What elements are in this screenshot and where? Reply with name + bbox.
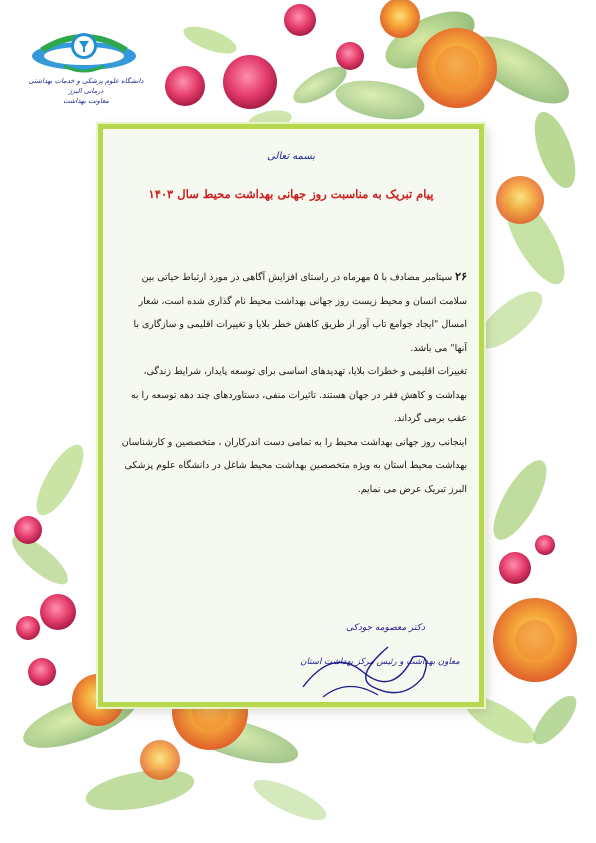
signature-block xyxy=(293,617,460,707)
letter-title: پیام تبریک به مناسبت روز جهانی بهداشت محیط سال ۱۴۰۳ xyxy=(148,187,434,201)
paragraph-1 xyxy=(119,265,467,360)
letter-body xyxy=(119,265,467,501)
paragraph-3: اینجانب روز جهانی بهداشت محیط را به تمامی دست اندرکاران ، متخصصین و کارشناسان بهداشت محیط استان به ویژه متخصصین بهداشت محیط شاغل در دانشگاه علوم پزشکی البرز تبریک عرض می نمایم. xyxy=(121,436,467,495)
signer-title: معاون بهداشت و رئیس مرکز بهداشت استان xyxy=(300,657,460,667)
department-name: معاونت بهداشت xyxy=(63,97,109,105)
letter-card xyxy=(98,124,484,707)
date-number: ۲۶ xyxy=(455,270,467,283)
basmala-heading: بسمه تعالی xyxy=(266,151,316,162)
flowers-left-side xyxy=(5,438,92,686)
university-name: دانشگاه علوم پزشکی و خدمات بهداشتی درمانی البرز xyxy=(28,77,144,95)
signer-name: دکتر معصومه جودکی xyxy=(346,623,425,633)
paragraph-1-text: سپتامبر مصادف با ۵ مهرماه در راستای افزایش آگاهی در مورد ارتباط حیاتی بین سلامت انسان و محیط زیست روز جهانی بهداشت محیط نام گذاری شده است، شعار امسال "ایجاد جوامع تاب آور از طریق کاهش خطر بلایا و تغییرات اقلیمی و سازگاری با آنها" می باشد. xyxy=(133,272,467,354)
university-logo-caption xyxy=(28,76,144,106)
paragraph-2: تغییرات اقلیمی و خطرات بلایا، تهدیدهای اساسی برای توسعه پایدار، شرایط زندگی، بهداشت و کاهش فقر در جهان هستند. تاثیرات منفی، دستاوردهای چند دهه توسعه را به عقب برمی گرداند. xyxy=(130,366,467,424)
